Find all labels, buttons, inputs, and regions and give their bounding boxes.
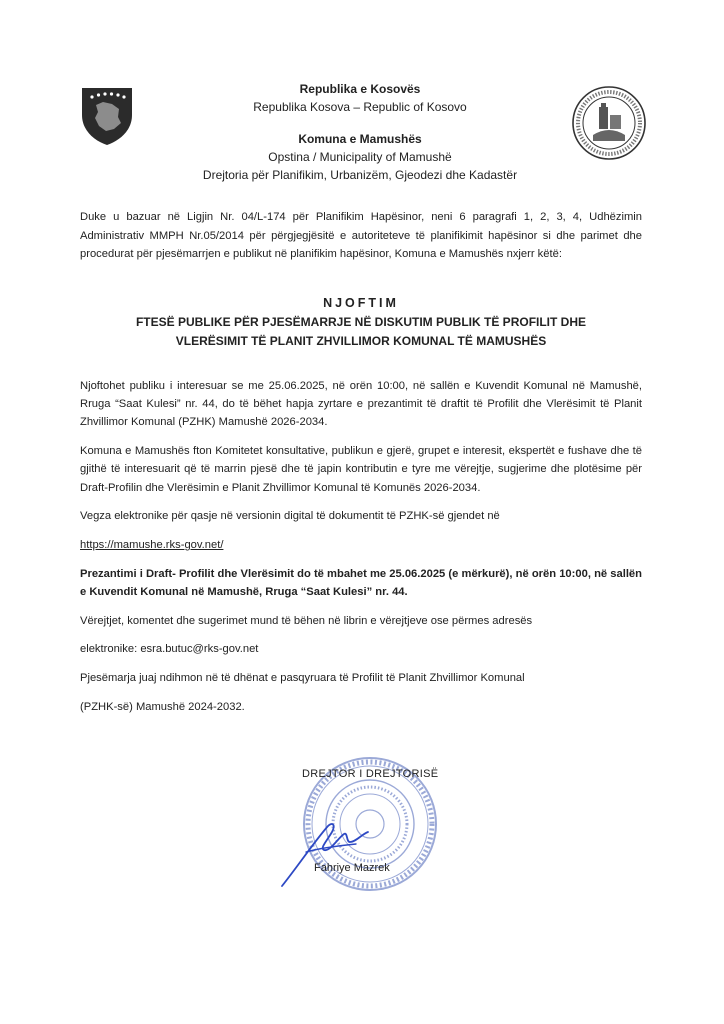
header-country: Republika e Kosovës [299, 82, 421, 96]
website-link[interactable]: https://mamushe.rks-gov.net/ [80, 538, 224, 551]
paragraph-plan-period: (PZHK-së) Mamushë 2024-2032. [80, 700, 245, 713]
header-directorate: Drejtoria për Planifikim, Urbanizëm, Gjeodezi dhe Kadastër [202, 168, 518, 182]
header-municipality: Komuna e Mamushës [298, 132, 422, 146]
paragraph-email: elektronike: esra.butuc@rks-gov.net [80, 643, 259, 656]
notice-subtitle: FTESË PUBLIKE PËR PJESËMARRJE NË DISKUTIM PUBLIK TË PROFILIT DHE VLERËSIMIT TË PLANIT ZHVILLIMOR KOMUNAL TË MAMUSHËS [135, 315, 587, 348]
kosovo-coat-of-arms-icon [79, 85, 135, 147]
paragraph-comments: Vërejtjet, komentet dhe sugerimet mund të bëhen në librin e vërejtjeve ose përmes adresës [80, 614, 533, 627]
document-header [200, 80, 520, 184]
signatory-name: Fahriye Mazrek [314, 862, 390, 874]
header-municipality-translations: Opstina / Municipality of Mamushë [268, 150, 452, 164]
handwritten-signature [276, 808, 372, 890]
intro-paragraph: Duke u bazuar në Ligjin Nr. 04/L-174 për Planifikim Hapësinor, neni 6 paragrafi 1, 2, 3, 4, Udhëzimin Administrativ MMPH Nr.05/2014 për përgjegjësitë e autoriteteve të planifikimit hapësinor si dhe parimet dhe procedurat për pjesëmarrjen e publikut në planifikim hapësinor, Komuna e Mamushës nxjerr këtë: [80, 211, 642, 260]
notice-title: NJOFTIM [323, 296, 399, 310]
header-country-translations: Republika Kosova – Republic of Kosovo [253, 100, 467, 114]
paragraph-announcement: Njoftohet publiku i interesuar se me 25.06.2025, në orën 10:00, në sallën e Kuvendit Komunal në Mamushë, Rruga “Saat Kulesi” nr. 44, do të bëhet hapja zyrtare e prezantimit të draftit të Profilit dhe Vlerësimit të Planit Zhvillimor Komunal (PZHK) Mamushë 2026-2034. [80, 380, 642, 429]
paragraph-participation: Pjesëmarja juaj ndihmon në të dhënat e pasqyruara të Profilit të Planit Zhvillimor Komunal [80, 671, 525, 684]
municipality-seal-icon [571, 85, 647, 161]
paragraph-link-intro: Vegza elektronike për qasje në versionin digital të dokumentit të PZHK-së gjendet në [80, 510, 500, 523]
notice-body [80, 377, 642, 726]
signatory-title: DREJTOR I DREJTORISË [302, 768, 439, 780]
paragraph-presentation: Prezantimi i Draft- Profilit dhe Vlerësimit do të mbahet me 25.06.2025 (e mërkurë), në orën 10:00, në sallën e Kuvendit Komunal në Mamushë, Rruga “Saat Kulesi” nr. 44. [80, 567, 642, 598]
paragraph-invitation: Komuna e Mamushës fton Komitetet konsultative, publikun e gjerë, grupet e interesit, ekspertët e fushave dhe të gjithë të interesuarit që të marrin pjesë dhe të japin kontributin e tyre me vërejtje, sugjerime dhe plotësime për Draft-Profilin dhe Vlerësimin e Planit Zhvillimor Komunal të Komunës 2026-2034. [80, 445, 642, 494]
